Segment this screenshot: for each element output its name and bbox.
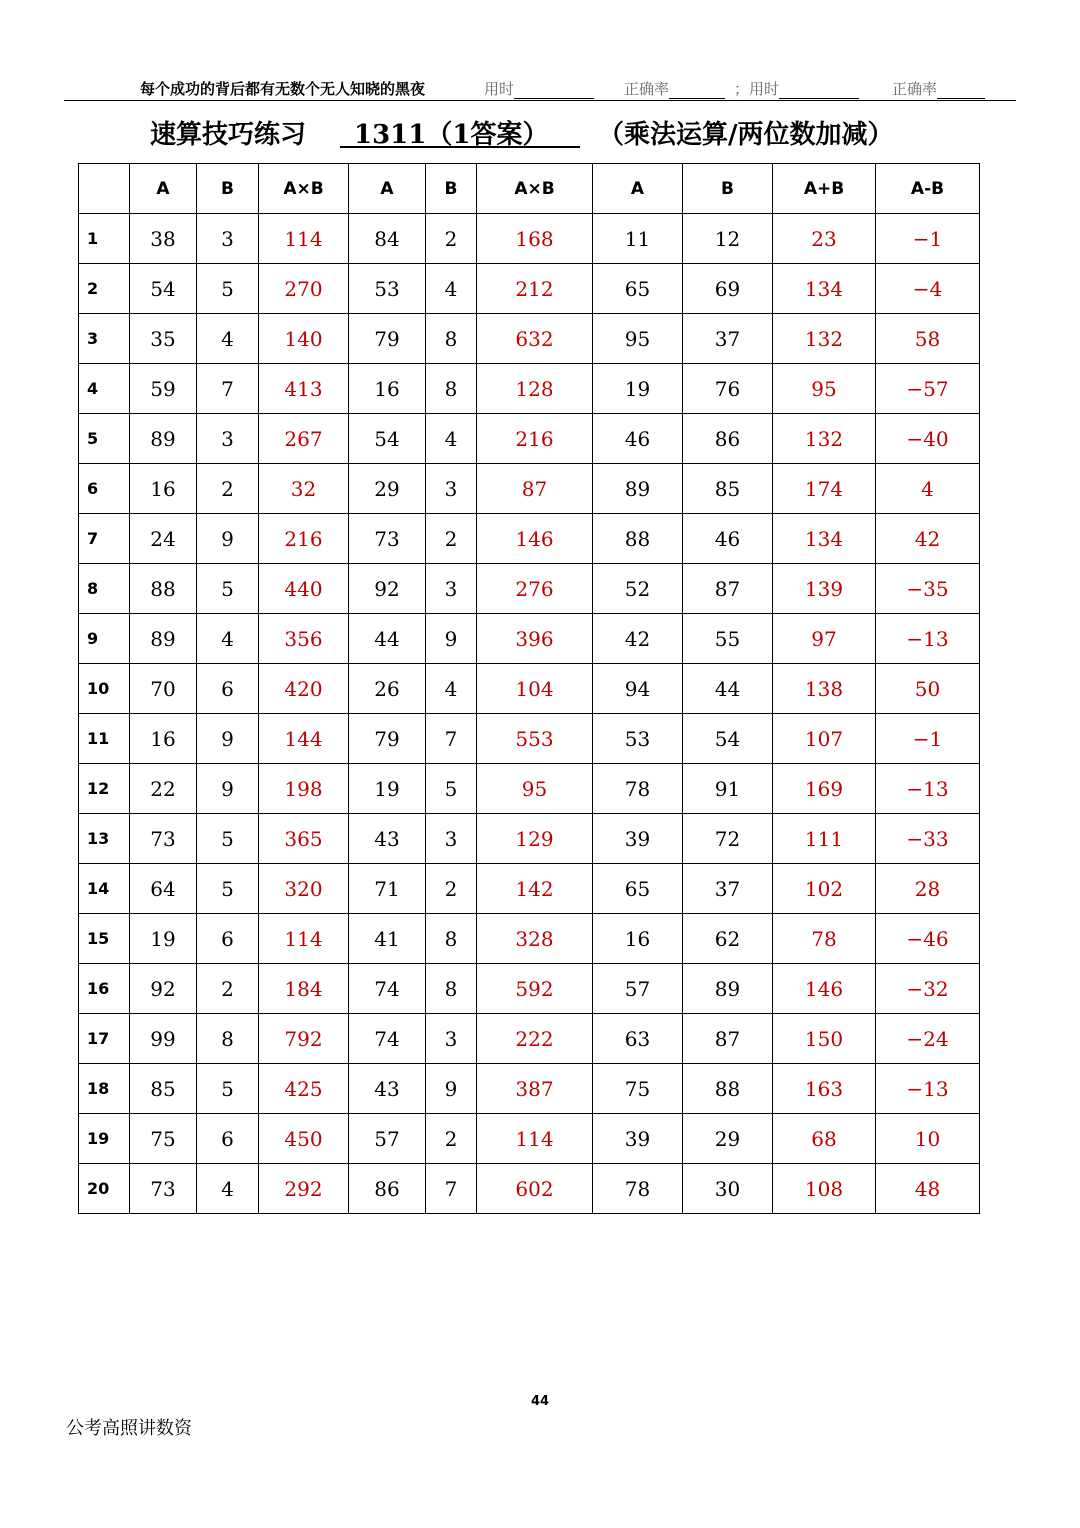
answer-cell: 139 [773, 564, 876, 614]
accuracy-label-2: 正确率 [892, 80, 938, 98]
table-row [79, 414, 980, 464]
table-row [79, 514, 980, 564]
operand-cell: 7 [426, 1164, 477, 1214]
column-header: B [683, 164, 773, 214]
operand-cell: 88 [593, 514, 683, 564]
time-field-1 [484, 78, 594, 99]
answer-cell: 129 [477, 814, 593, 864]
answer-cell: 42 [876, 514, 980, 564]
answer-cell: 144 [259, 714, 349, 764]
answer-cell: 134 [773, 514, 876, 564]
column-header: A×B [477, 164, 593, 214]
table-row [79, 714, 980, 764]
time-field-2 [734, 78, 859, 99]
operand-cell: 30 [683, 1164, 773, 1214]
table-row [79, 1164, 980, 1214]
answer-cell: 184 [259, 964, 349, 1014]
operand-cell: 3 [426, 814, 477, 864]
operand-cell: 12 [683, 214, 773, 264]
operand-cell: 16 [349, 364, 426, 414]
operand-cell: 86 [683, 414, 773, 464]
operand-cell: 72 [683, 814, 773, 864]
answer-table [78, 163, 980, 1214]
operand-cell: 43 [349, 814, 426, 864]
answer-cell: 132 [773, 314, 876, 364]
row-index: 11 [79, 714, 130, 764]
row-index: 16 [79, 964, 130, 1014]
operand-cell: 74 [349, 964, 426, 1014]
operand-cell: 39 [593, 814, 683, 864]
answer-cell: 174 [773, 464, 876, 514]
answer-cell: 216 [477, 414, 593, 464]
operand-cell: 57 [593, 964, 683, 1014]
row-index: 9 [79, 614, 130, 664]
operand-cell: 73 [349, 514, 426, 564]
operand-cell: 89 [593, 464, 683, 514]
answer-cell: 87 [477, 464, 593, 514]
operand-cell: 35 [130, 314, 197, 364]
column-header: A [130, 164, 197, 214]
operand-cell: 16 [130, 714, 197, 764]
answer-cell: 450 [259, 1114, 349, 1164]
operand-cell: 4 [197, 614, 259, 664]
operand-cell: 87 [683, 1014, 773, 1064]
operand-cell: 24 [130, 514, 197, 564]
operand-cell: 89 [130, 614, 197, 664]
answer-cell: 4 [876, 464, 980, 514]
answer-cell: 267 [259, 414, 349, 464]
answer-cell: 292 [259, 1164, 349, 1214]
answer-cell: 50 [876, 664, 980, 714]
operand-cell: 85 [130, 1064, 197, 1114]
motto-text: 每个成功的背后都有无数个无人知晓的黑夜 [140, 80, 426, 98]
operand-cell: 6 [197, 914, 259, 964]
operand-cell: 5 [197, 1064, 259, 1114]
answer-cell: 104 [477, 664, 593, 714]
answer-cell: −13 [876, 614, 980, 664]
answer-cell: −1 [876, 714, 980, 764]
operand-cell: 5 [197, 564, 259, 614]
answer-cell: 138 [773, 664, 876, 714]
answer-cell: 632 [477, 314, 593, 364]
operand-cell: 91 [683, 764, 773, 814]
operand-cell: 3 [197, 414, 259, 464]
operand-cell: 70 [130, 664, 197, 714]
row-index: 7 [79, 514, 130, 564]
column-header: B [426, 164, 477, 214]
column-header: A [593, 164, 683, 214]
operand-cell: 42 [593, 614, 683, 664]
row-index: 15 [79, 914, 130, 964]
answer-cell: −40 [876, 414, 980, 464]
table-row [79, 1064, 980, 1114]
title-main: 速算技巧练习 [150, 120, 307, 150]
operand-cell: 75 [593, 1064, 683, 1114]
operand-cell: 3 [426, 464, 477, 514]
answer-cell: −46 [876, 914, 980, 964]
answer-cell: 602 [477, 1164, 593, 1214]
operand-cell: 44 [349, 614, 426, 664]
table-row [79, 214, 980, 264]
answer-cell: 413 [259, 364, 349, 414]
operand-cell: 94 [593, 664, 683, 714]
operand-cell: 79 [349, 314, 426, 364]
answer-cell: 792 [259, 1014, 349, 1064]
row-index: 18 [79, 1064, 130, 1114]
answer-cell: 102 [773, 864, 876, 914]
answer-cell: −32 [876, 964, 980, 1014]
operand-cell: 16 [130, 464, 197, 514]
answer-cell: −35 [876, 564, 980, 614]
answer-cell: −57 [876, 364, 980, 414]
operand-cell: 88 [130, 564, 197, 614]
row-index: 8 [79, 564, 130, 614]
table-row [79, 664, 980, 714]
answer-cell: 114 [259, 914, 349, 964]
answer-cell: −33 [876, 814, 980, 864]
operand-cell: 5 [197, 814, 259, 864]
operand-cell: 9 [197, 764, 259, 814]
row-index: 3 [79, 314, 130, 364]
table-row [79, 614, 980, 664]
operand-cell: 41 [349, 914, 426, 964]
operand-cell: 5 [197, 264, 259, 314]
row-index: 13 [79, 814, 130, 864]
operand-cell: 19 [349, 764, 426, 814]
table-row [79, 914, 980, 964]
answer-cell: 10 [876, 1114, 980, 1164]
operand-cell: 7 [197, 364, 259, 414]
answer-cell: −13 [876, 764, 980, 814]
row-index: 12 [79, 764, 130, 814]
answer-cell: −1 [876, 214, 980, 264]
answer-cell: 108 [773, 1164, 876, 1214]
operand-cell: 53 [349, 264, 426, 314]
table-row [79, 864, 980, 914]
answer-cell: 95 [477, 764, 593, 814]
operand-cell: 65 [593, 264, 683, 314]
answer-cell: 150 [773, 1014, 876, 1064]
operand-cell: 37 [683, 314, 773, 364]
answer-cell: −13 [876, 1064, 980, 1114]
operand-cell: 84 [349, 214, 426, 264]
operand-cell: 2 [197, 464, 259, 514]
answer-cell: 553 [477, 714, 593, 764]
table-body [79, 214, 980, 1214]
column-header: A-B [876, 164, 980, 214]
operand-cell: 8 [426, 914, 477, 964]
operand-cell: 6 [197, 1114, 259, 1164]
answer-cell: 68 [773, 1114, 876, 1164]
operand-cell: 89 [130, 414, 197, 464]
operand-cell: 46 [683, 514, 773, 564]
answer-cell: 58 [876, 314, 980, 364]
title-topic: （乘法运算/两位数加减） [598, 120, 894, 150]
operand-cell: 6 [197, 664, 259, 714]
operand-cell: 5 [197, 864, 259, 914]
operand-cell: 3 [426, 1014, 477, 1064]
answer-cell: 420 [259, 664, 349, 714]
operand-cell: 89 [683, 964, 773, 1014]
operand-cell: 92 [349, 564, 426, 614]
operand-cell: 3 [426, 564, 477, 614]
operand-cell: 88 [683, 1064, 773, 1114]
answer-cell: 114 [477, 1114, 593, 1164]
operand-cell: 55 [683, 614, 773, 664]
answer-cell: 387 [477, 1064, 593, 1114]
answer-cell: 440 [259, 564, 349, 614]
answer-cell: 107 [773, 714, 876, 764]
column-header: A×B [259, 164, 349, 214]
operand-cell: 54 [130, 264, 197, 314]
operand-cell: 5 [426, 764, 477, 814]
answer-cell: 216 [259, 514, 349, 564]
answer-cell: 356 [259, 614, 349, 664]
operand-cell: 85 [683, 464, 773, 514]
answer-cell: 48 [876, 1164, 980, 1214]
operand-cell: 74 [349, 1014, 426, 1064]
table-header-row [79, 164, 980, 214]
operand-cell: 4 [426, 264, 477, 314]
operand-cell: 8 [426, 314, 477, 364]
operand-cell: 19 [593, 364, 683, 414]
table-row [79, 264, 980, 314]
accuracy-blank-1 [669, 84, 725, 99]
table-row [79, 464, 980, 514]
table-row [79, 764, 980, 814]
table-row [79, 1114, 980, 1164]
operand-cell: 78 [593, 1164, 683, 1214]
answer-cell: 78 [773, 914, 876, 964]
operand-cell: 63 [593, 1014, 683, 1064]
answer-cell: 128 [477, 364, 593, 414]
operand-cell: 8 [426, 964, 477, 1014]
operand-cell: 57 [349, 1114, 426, 1164]
operand-cell: 4 [197, 1164, 259, 1214]
table-row [79, 964, 980, 1014]
time-blank-1 [514, 84, 594, 99]
table-row [79, 564, 980, 614]
accuracy-field-1 [624, 78, 725, 99]
operand-cell: 4 [426, 414, 477, 464]
answer-cell: 592 [477, 964, 593, 1014]
answer-cell: −4 [876, 264, 980, 314]
operand-cell: 64 [130, 864, 197, 914]
time-label-1: 用时 [484, 80, 515, 98]
operand-cell: 62 [683, 914, 773, 964]
accuracy-field-2 [892, 78, 985, 99]
operand-cell: 92 [130, 964, 197, 1014]
operand-cell: 69 [683, 264, 773, 314]
operand-cell: 75 [130, 1114, 197, 1164]
operand-cell: 54 [683, 714, 773, 764]
answer-cell: 28 [876, 864, 980, 914]
row-index: 2 [79, 264, 130, 314]
row-index: 6 [79, 464, 130, 514]
operand-cell: 37 [683, 864, 773, 914]
operand-cell: 2 [197, 964, 259, 1014]
operand-cell: 99 [130, 1014, 197, 1064]
operand-cell: 38 [130, 214, 197, 264]
header-rule [64, 100, 1016, 101]
answer-cell: 270 [259, 264, 349, 314]
footer-text: 公考高照讲数资 [66, 1418, 192, 1439]
answer-cell: 146 [477, 514, 593, 564]
operand-cell: 52 [593, 564, 683, 614]
answer-cell: 396 [477, 614, 593, 664]
separator: ； [734, 80, 750, 98]
operand-cell: 71 [349, 864, 426, 914]
operand-cell: 4 [197, 314, 259, 364]
row-index: 1 [79, 214, 130, 264]
answer-cell: 328 [477, 914, 593, 964]
table-row [79, 1014, 980, 1064]
accuracy-label-1: 正确率 [624, 80, 670, 98]
column-header [79, 164, 130, 214]
operand-cell: 44 [683, 664, 773, 714]
operand-cell: 16 [593, 914, 683, 964]
operand-cell: 2 [426, 864, 477, 914]
row-index: 20 [79, 1164, 130, 1214]
column-header: A [349, 164, 426, 214]
row-index: 17 [79, 1014, 130, 1064]
answer-cell: 146 [773, 964, 876, 1014]
operand-cell: 79 [349, 714, 426, 764]
operand-cell: 11 [593, 214, 683, 264]
column-header: A+B [773, 164, 876, 214]
page-header [64, 74, 1016, 102]
answer-cell: 32 [259, 464, 349, 514]
time-label-2: 用时 [749, 80, 780, 98]
answer-cell: 320 [259, 864, 349, 914]
column-header: B [197, 164, 259, 214]
operand-cell: 7 [426, 714, 477, 764]
answer-cell: 134 [773, 264, 876, 314]
answer-cell: 111 [773, 814, 876, 864]
answer-cell: 163 [773, 1064, 876, 1114]
answer-cell: 222 [477, 1014, 593, 1064]
operand-cell: 86 [349, 1164, 426, 1214]
operand-cell: 46 [593, 414, 683, 464]
operand-cell: 8 [197, 1014, 259, 1064]
row-index: 4 [79, 364, 130, 414]
table-row [79, 814, 980, 864]
answer-cell: 168 [477, 214, 593, 264]
operand-cell: 43 [349, 1064, 426, 1114]
accuracy-blank-2 [937, 84, 985, 99]
operand-cell: 39 [593, 1114, 683, 1164]
operand-cell: 8 [426, 364, 477, 414]
row-index: 10 [79, 664, 130, 714]
operand-cell: 29 [349, 464, 426, 514]
operand-cell: 2 [426, 214, 477, 264]
answer-cell: 114 [259, 214, 349, 264]
answer-cell: 132 [773, 414, 876, 464]
page-title [0, 112, 1080, 152]
row-index: 14 [79, 864, 130, 914]
operand-cell: 22 [130, 764, 197, 814]
answer-cell: 169 [773, 764, 876, 814]
operand-cell: 76 [683, 364, 773, 414]
operand-cell: 29 [683, 1114, 773, 1164]
answer-cell: 23 [773, 214, 876, 264]
answer-cell: 140 [259, 314, 349, 364]
operand-cell: 95 [593, 314, 683, 364]
operand-cell: 9 [426, 1064, 477, 1114]
operand-cell: 54 [349, 414, 426, 464]
answer-cell: 276 [477, 564, 593, 614]
row-index: 19 [79, 1114, 130, 1164]
operand-cell: 4 [426, 664, 477, 714]
table-row [79, 314, 980, 364]
operand-cell: 73 [130, 1164, 197, 1214]
answer-cell: 97 [773, 614, 876, 664]
operand-cell: 53 [593, 714, 683, 764]
operand-cell: 59 [130, 364, 197, 414]
answer-cell: 425 [259, 1064, 349, 1114]
page-number: 44 [530, 1394, 550, 1409]
operand-cell: 9 [426, 614, 477, 664]
answer-cell: 95 [773, 364, 876, 414]
operand-cell: 19 [130, 914, 197, 964]
operand-cell: 2 [426, 1114, 477, 1164]
operand-cell: 3 [197, 214, 259, 264]
operand-cell: 78 [593, 764, 683, 814]
operand-cell: 73 [130, 814, 197, 864]
operand-cell: 26 [349, 664, 426, 714]
time-blank-2 [779, 84, 859, 99]
table-row [79, 364, 980, 414]
title-number: 1311（1答案） [340, 114, 580, 148]
operand-cell: 65 [593, 864, 683, 914]
answer-cell: 198 [259, 764, 349, 814]
operand-cell: 9 [197, 714, 259, 764]
answer-cell: 212 [477, 264, 593, 314]
answer-cell: −24 [876, 1014, 980, 1064]
operand-cell: 2 [426, 514, 477, 564]
operand-cell: 9 [197, 514, 259, 564]
answer-cell: 142 [477, 864, 593, 914]
answer-cell: 365 [259, 814, 349, 864]
row-index: 5 [79, 414, 130, 464]
operand-cell: 87 [683, 564, 773, 614]
